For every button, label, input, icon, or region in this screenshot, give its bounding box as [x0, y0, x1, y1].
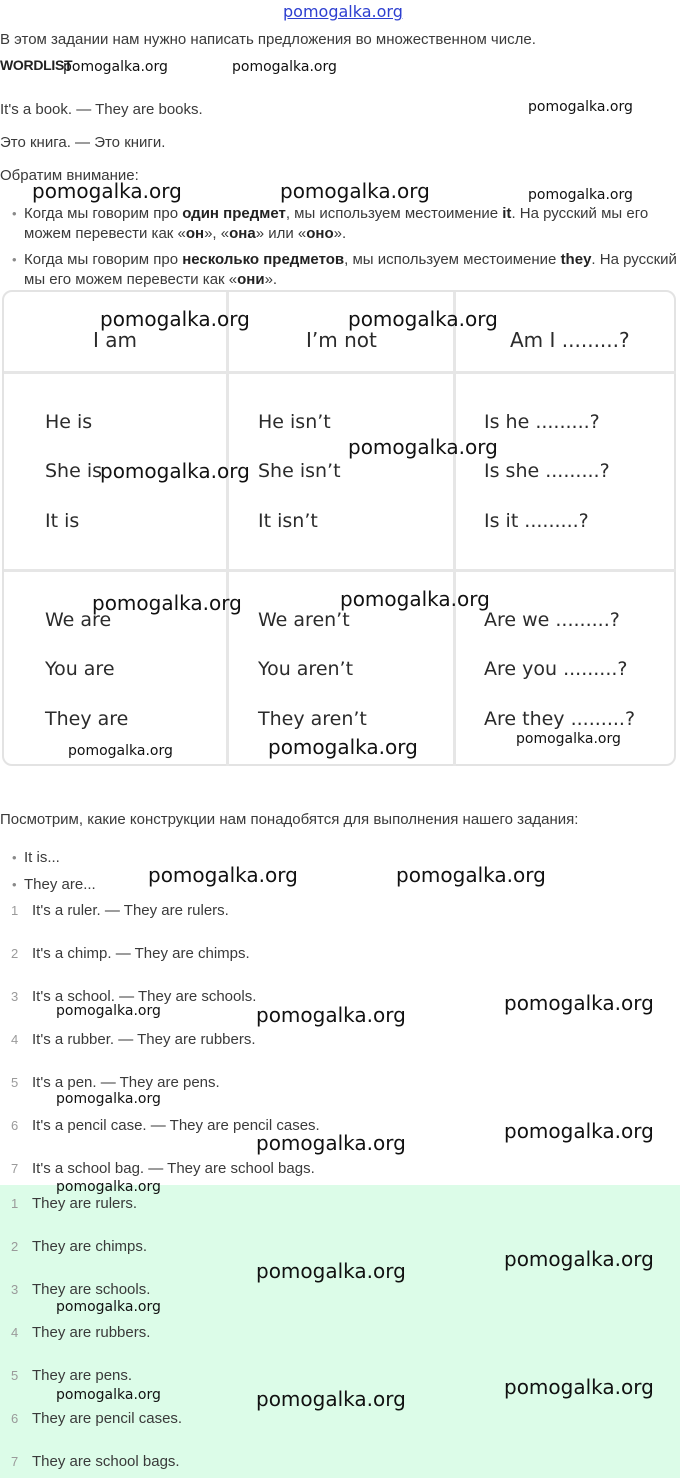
table-cell: They aren’t: [258, 708, 367, 730]
example-english: It's a book. — They are books.: [0, 101, 203, 118]
table-cell: She isn’t: [258, 460, 341, 482]
table-divider: [453, 292, 456, 766]
table-cell: It isn’t: [258, 510, 318, 532]
table-divider: [4, 569, 676, 572]
table-cell: We are: [45, 609, 112, 631]
watermark: pomogalka.org: [396, 863, 546, 887]
table-cell: You aren’t: [258, 658, 354, 680]
watermark: pomogalka.org: [68, 743, 173, 759]
table-cell: Are we .........?: [484, 609, 620, 631]
watermark: pomogalka.org: [516, 731, 621, 747]
table-header-cell: Am I .........?: [510, 328, 630, 352]
watermark: pomogalka.org: [100, 307, 250, 331]
constructions-list: [12, 848, 678, 895]
constructions-intro: Посмотрим, какие конструкции нам понадобятся для выполнения нашего задания:: [0, 811, 579, 828]
watermark: pomogalka.org: [56, 1387, 161, 1403]
table-cell: Are you .........?: [484, 658, 628, 680]
watermark: pomogalka.org: [504, 1247, 654, 1271]
watermark: pomogalka.org: [256, 1387, 406, 1411]
table-cell: She is: [45, 460, 103, 482]
watermark: pomogalka.org: [348, 435, 498, 459]
watermark: pomogalka.org: [268, 735, 418, 759]
watermark: pomogalka.org: [148, 863, 298, 887]
watermark: pomogalka.org: [256, 1003, 406, 1027]
example-russian: Это книга. — Это книги.: [0, 134, 166, 151]
rule-item-singular: • Когда мы говорим про один предмет, мы используем местоимение it. На русский мы его можем перевести как «он», «она» или «оно».: [12, 204, 678, 244]
watermark: pomogalka.org: [92, 591, 242, 615]
table-cell: Is she .........?: [484, 460, 610, 482]
watermark: pomogalka.org: [56, 1003, 161, 1019]
table-divider: [226, 292, 229, 766]
watermark: pomogalka.org: [504, 991, 654, 1015]
watermark: pomogalka.org: [56, 1299, 161, 1315]
task-text: В этом задании нам нужно написать предложения во множественном числе.: [0, 31, 536, 48]
watermark: pomogalka.org: [504, 1375, 654, 1399]
watermark: pomogalka.org: [256, 1259, 406, 1283]
watermark: pomogalka.org: [504, 1119, 654, 1143]
watermark: pomogalka.org: [100, 459, 250, 483]
site-link[interactable]: pomogalka.org: [283, 2, 403, 21]
table-cell: He isn’t: [258, 411, 331, 433]
watermark: pomogalka.org: [348, 307, 498, 331]
watermark: pomogalka.org: [528, 187, 633, 203]
rules-list: [12, 204, 678, 290]
construction-item: • It is...: [12, 848, 678, 868]
table-header-cell: I am: [93, 328, 137, 352]
table-cell: He is: [45, 411, 93, 433]
watermark: pomogalka.org: [56, 1179, 161, 1195]
watermark: pomogalka.org: [528, 99, 633, 115]
watermark: pomogalka.org: [32, 179, 182, 203]
table-divider: [4, 371, 676, 374]
table-cell: Is he .........?: [484, 411, 600, 433]
table-cell: It is: [45, 510, 80, 532]
watermark: pomogalka.org: [56, 1091, 161, 1107]
watermark: pomogalka.org: [340, 587, 490, 611]
watermark: pomogalka.org: [232, 59, 337, 75]
wordlist-link[interactable]: WORDLIST: [0, 57, 73, 73]
table-cell: They are: [45, 708, 129, 730]
table-cell: Is it .........?: [484, 510, 589, 532]
table-cell: You are: [45, 658, 115, 680]
table-header-cell: I’m not: [306, 328, 377, 352]
construction-item: • They are...: [12, 875, 678, 895]
watermark: pomogalka.org: [256, 1131, 406, 1155]
table-cell: We aren’t: [258, 609, 350, 631]
watermark: pomogalka.org: [63, 59, 168, 75]
note-title: Обратим внимание:: [0, 167, 139, 184]
watermark: pomogalka.org: [280, 179, 430, 203]
table-cell: Are they .........?: [484, 708, 636, 730]
rule-item-plural: • Когда мы говорим про несколько предметов, мы используем местоимение they. На русский мы его можем перевести как «они».: [12, 250, 678, 290]
